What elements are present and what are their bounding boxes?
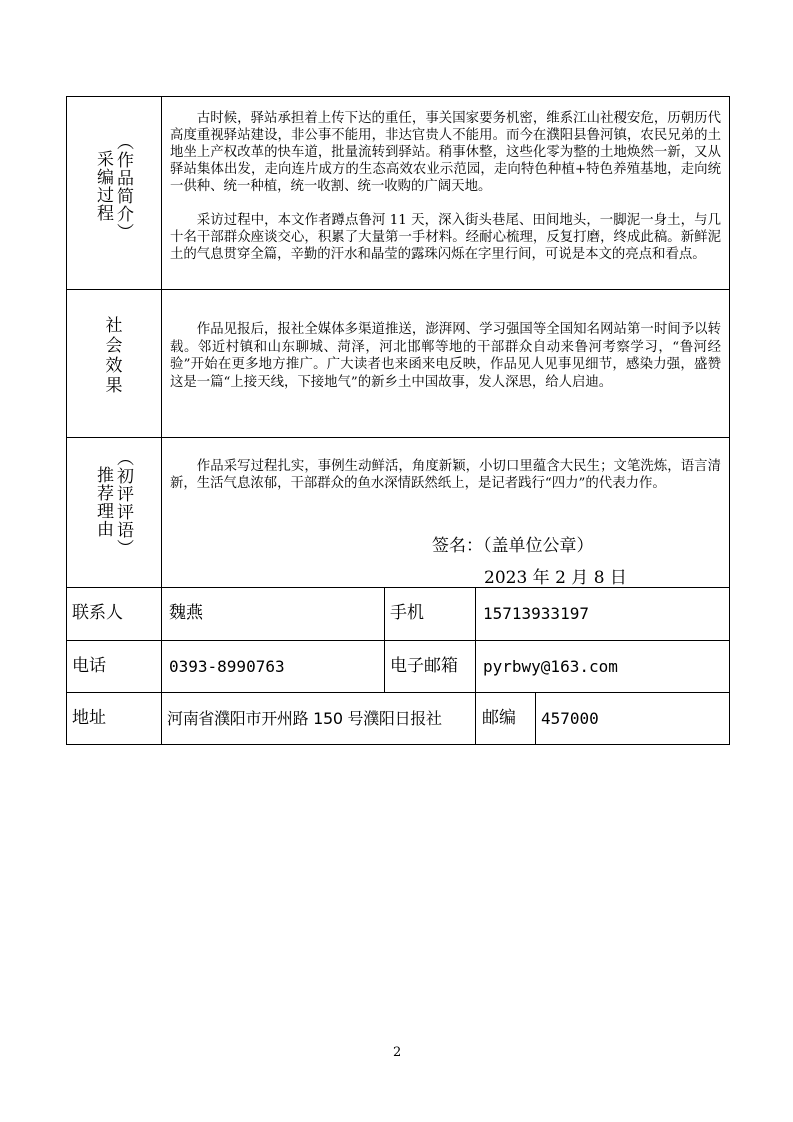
page-number: 2: [393, 1045, 402, 1060]
label-recommendation-reason: 推荐理由: [93, 466, 113, 538]
phone-value: 0393-8990763: [169, 657, 285, 676]
review-paragraph: 作品采写过程扎实，事例生动鲜活，角度新颖，小切口里蕴含大民生；文笔洗炼，语言清新，生活气息浓郁，干部群众的鱼水深情跃然纸上，是记者践行“四力”的代表力作。: [170, 459, 721, 491]
label-social-effect: [98, 316, 130, 396]
row-divider: [66, 640, 730, 641]
mobile-value: 15713933197: [483, 604, 589, 623]
table-right-border: [729, 96, 730, 745]
label-char: 会: [105, 336, 123, 356]
row-divider: [66, 437, 730, 438]
signature-line: 签名：（盖单位公章）: [432, 536, 594, 556]
column-divider: [475, 587, 476, 692]
label-char: 效: [105, 356, 123, 376]
label-editing-process: 采编过程: [93, 150, 113, 222]
address-value: 河南省濮阳市开州路 150 号濮阳日报社: [167, 709, 442, 728]
contact-person-value: 魏燕: [169, 603, 203, 623]
column-divider: [535, 692, 536, 745]
postcode-label: 邮编: [482, 708, 516, 728]
row-divider: [66, 692, 730, 693]
column-divider: [384, 587, 385, 692]
label-char: 社: [105, 316, 123, 336]
address-label: 地址: [72, 708, 106, 728]
row-divider: [66, 289, 730, 290]
mobile-label: 手机: [390, 603, 424, 623]
column-divider: [161, 96, 162, 745]
signature-date: 2023 年 2 月 8 日: [484, 568, 627, 588]
table-left-border: [66, 96, 67, 745]
intro-paragraph-1: 古时候，驿站承担着上传下达的重任，事关国家要务机密，维系江山社稷安危，历朝历代高度重视驿站建设，非公事不能用，非达官贵人不能用。而今在濮阳县鲁河镇，农民兄弟的土地坐上产权改革的快车道，批量流转到驿站。稍事休整，这些化零为整的土地焕然一新，又从驿站集体出发，走向连片成方的生态高效农业示范园，走向特色种植+特色养殖基地，走向统一供种、统一种植，统一收割、统一收购的广阔天地。: [170, 111, 721, 194]
postcode-value: 457000: [541, 709, 599, 728]
label-preliminary-review: （初评评语）: [113, 449, 133, 557]
row-divider: [66, 587, 730, 588]
email-value: pyrbwy@163.com: [483, 657, 618, 676]
column-divider: [475, 692, 476, 745]
contact-person-label: 联系人: [72, 603, 123, 623]
social-effect-paragraph: 作品见报后，报社全媒体多渠道推送，澎湃网、学习强国等全国知名网站第一时间予以转载。邻近村镇和山东聊城、菏泽，河北邯郸等地的干部群众自动来鲁河考察学习，“鲁河经验”开始在更多地方推广。广大读者也来函来电反映，作品见人见事见细节，感染力强，盛赞这是一篇“上接天线，下接地气”的新乡土中国故事，发人深思，给人启迪。: [170, 322, 721, 390]
table-bottom-border: [66, 744, 730, 745]
label-char: 果: [105, 376, 123, 396]
table-top-border: [66, 96, 730, 97]
phone-label: 电话: [72, 656, 106, 676]
email-label: 电子邮箱: [390, 656, 458, 676]
intro-paragraph-2: 采访过程中，本文作者蹲点鲁河 11 天，深入街头巷尾、田间地头，一脚泥一身土，与几十名干部群众座谈交心，积累了大量第一手材料。经耐心梳理，反复打磨，终成此稿。新鲜泥土的气息贯穿全篇，辛勤的汗水和晶莹的露珠闪烁在字里行间，可说是本文的亮点和看点。: [170, 213, 721, 262]
label-works-intro: （作品简介）: [113, 133, 133, 241]
